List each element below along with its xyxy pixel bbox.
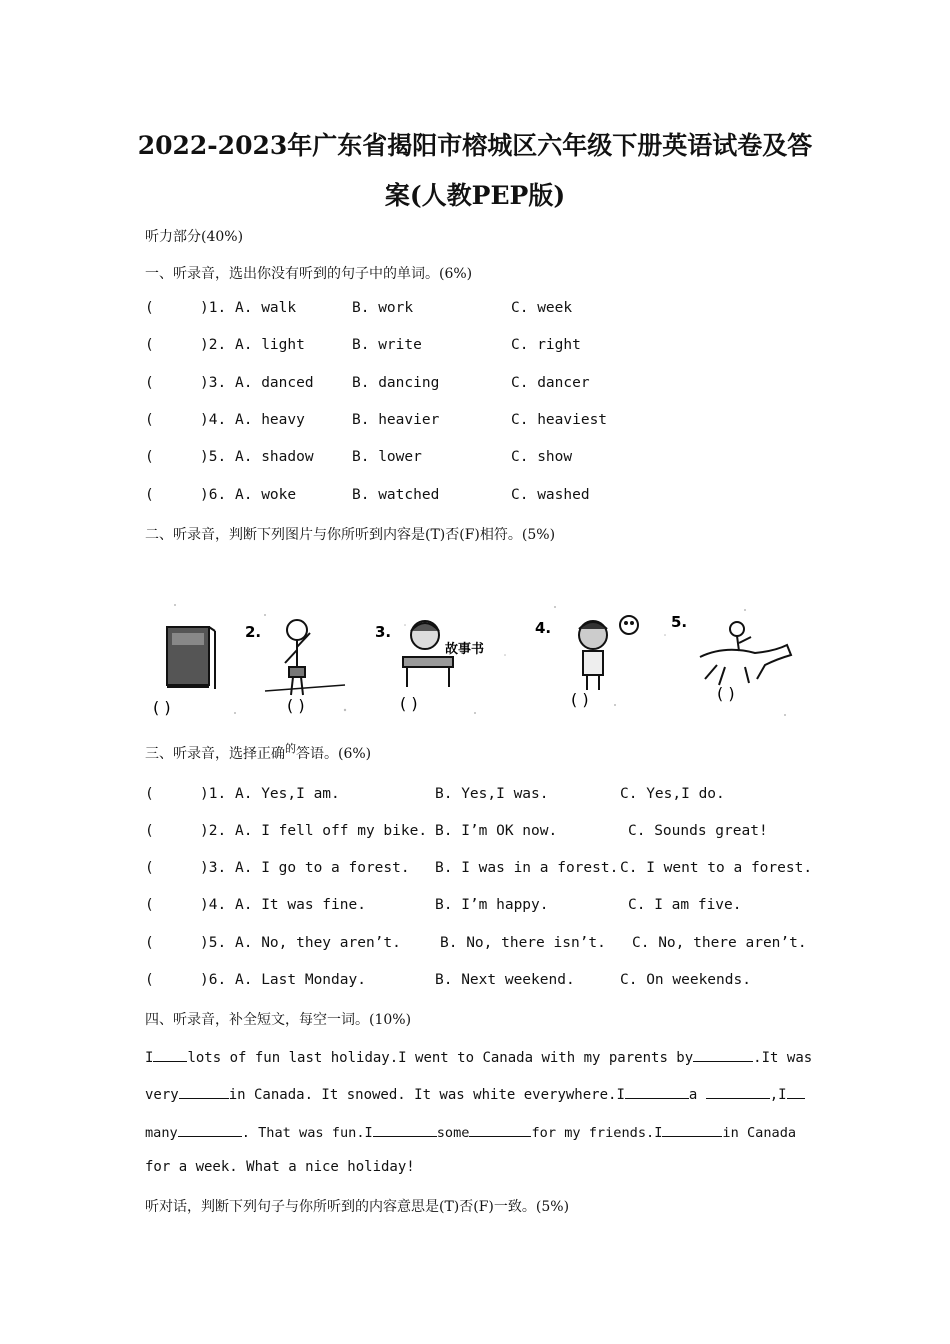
option-c: C. I am five. — [628, 897, 742, 913]
answer-paren[interactable]: ( — [145, 449, 154, 465]
cloze-text: in Canada — [722, 1125, 797, 1141]
cloze-blank-4[interactable] — [625, 1084, 689, 1099]
option-b: B. write — [352, 337, 422, 353]
cloze-blank-5[interactable] — [706, 1084, 770, 1099]
picture-4-paren[interactable]: ( ) — [571, 690, 589, 709]
answer-paren[interactable]: ( — [145, 300, 154, 316]
option-b: B. Yes,I was. — [435, 786, 549, 802]
cloze-text: . That was fun.I — [241, 1125, 373, 1141]
option-c: C. heaviest — [511, 412, 608, 428]
cloze-text: in Canada. It snowed. It was white everywhere.I — [228, 1087, 625, 1103]
picture-number-3: 3. — [375, 623, 392, 641]
option-c: C. show — [511, 449, 573, 465]
cloze-blank-8[interactable] — [373, 1122, 437, 1137]
picture-3-paren[interactable]: ( ) — [400, 694, 418, 713]
option-b: B. heavier — [352, 412, 440, 428]
answer-paren[interactable]: ( — [145, 412, 154, 428]
cloze-blank-7[interactable] — [178, 1122, 242, 1137]
storybook-label: 故事书 — [445, 642, 485, 657]
picture-1-paren[interactable]: ( ) — [153, 698, 171, 717]
boy-moon-picture — [579, 616, 638, 690]
answer-paren[interactable]: ( — [145, 786, 154, 802]
question-number: )5. — [200, 935, 227, 951]
option-c: C. Yes,I do. — [620, 786, 725, 802]
question-number: )3. — [200, 375, 227, 391]
cloze-blank-3[interactable] — [179, 1084, 229, 1099]
option-a: A. walk — [235, 300, 297, 316]
cloze-text: lots of fun last holiday.I went to Canada with my parents by — [187, 1050, 694, 1066]
cloze-blank-6[interactable] — [787, 1084, 805, 1099]
picture-2-paren[interactable]: ( ) — [287, 696, 305, 715]
question-number: )5. — [200, 449, 227, 465]
answer-paren[interactable]: ( — [145, 972, 154, 988]
option-a: A. Yes,I am. — [235, 786, 340, 802]
option-b: B. watched — [352, 487, 440, 503]
listening-header: 听力部分(40%) — [145, 229, 244, 245]
exam-title-line1: 2022-2023年广东省揭阳市榕城区六年级下册英语试卷及答 — [137, 131, 813, 160]
option-c: C. No, there aren’t. — [632, 935, 807, 951]
picture-number-4: 4. — [535, 619, 552, 637]
cloze-text: for my friends.I — [531, 1125, 663, 1141]
option-c: C. Sounds great! — [628, 823, 768, 839]
section3-header-part1: 三、听录音，选择正确 — [145, 746, 285, 762]
cloze-text: .It was — [753, 1050, 813, 1066]
cloze-line-3 — [145, 1122, 809, 1141]
answer-paren[interactable]: ( — [145, 487, 154, 503]
option-c: C. washed — [511, 487, 590, 503]
cloze-text: ,I — [769, 1087, 787, 1103]
option-b: B. No, there isn’t. — [440, 935, 606, 951]
cloze-blank-10[interactable] — [662, 1122, 722, 1137]
section3-header-part2: 答语。(6%) — [296, 746, 372, 762]
option-a: A. woke — [235, 487, 297, 503]
option-c: C. dancer — [511, 375, 590, 391]
option-c: C. week — [511, 300, 573, 316]
option-c: C. I went to a forest. — [620, 860, 813, 876]
section4-header: 四、听录音，补全短文，每空一词。(10%) — [145, 1012, 412, 1028]
answer-paren[interactable]: ( — [145, 860, 154, 876]
option-a: A. No, they aren’t. — [235, 935, 401, 951]
option-b: B. work — [352, 300, 414, 316]
picture-strip — [145, 595, 800, 725]
section3-header — [145, 743, 371, 763]
boy-picture — [265, 620, 345, 695]
question-number: )6. — [200, 487, 227, 503]
question-number: )3. — [200, 860, 227, 876]
cloze-line-2 — [145, 1084, 809, 1103]
answer-paren[interactable]: ( — [145, 375, 154, 391]
cloze-text: I — [145, 1050, 154, 1066]
cloze-blank-2[interactable] — [693, 1047, 753, 1062]
answer-paren[interactable]: ( — [145, 337, 154, 353]
cloze-line-1 — [145, 1047, 813, 1066]
cloze-blank-9[interactable] — [469, 1122, 531, 1137]
option-b: B. I’m OK now. — [435, 823, 558, 839]
question-number: )2. — [200, 337, 227, 353]
answer-paren[interactable]: ( — [145, 935, 154, 951]
horse-rider-picture — [700, 622, 791, 685]
scan-noise — [174, 604, 786, 716]
cloze-text: many — [145, 1125, 178, 1141]
question-number: )6. — [200, 972, 227, 988]
picture-number-2: 2. — [245, 623, 262, 641]
cloze-text: very — [145, 1087, 179, 1103]
cloze-line-4: for a week. What a nice holiday! — [145, 1159, 415, 1175]
answer-paren[interactable]: ( — [145, 823, 154, 839]
question-number: )4. — [200, 897, 227, 913]
option-c: C. right — [511, 337, 581, 353]
answer-paren[interactable]: ( — [145, 897, 154, 913]
option-b: B. I’m happy. — [435, 897, 549, 913]
section5-header: 听对话，判断下列句子与你所听到的内容意思是(T)否(F)一致。(5%) — [145, 1199, 570, 1215]
question-number: )1. — [200, 786, 227, 802]
exam-title-line2: 案(人教PEP版) — [384, 181, 566, 210]
option-b: B. lower — [352, 449, 422, 465]
section2-header: 二、听录音，判断下列图片与你所听到内容是(T)否(F)相符。(5%) — [145, 527, 556, 543]
question-number: )4. — [200, 412, 227, 428]
cloze-blank-1[interactable] — [153, 1047, 187, 1062]
option-a: A. heavy — [235, 412, 305, 428]
option-a: A. danced — [235, 375, 314, 391]
option-c: C. On weekends. — [620, 972, 751, 988]
book-picture — [167, 627, 215, 689]
option-a: A. I fell off my bike. — [235, 823, 428, 839]
option-b: B. Next weekend. — [435, 972, 575, 988]
option-a: A. shadow — [235, 449, 314, 465]
option-a: A. light — [235, 337, 305, 353]
cloze-text: some — [436, 1125, 470, 1141]
section3-header-sup: 的 — [285, 742, 296, 755]
option-b: B. I was in a forest. — [435, 860, 619, 876]
question-number: )2. — [200, 823, 227, 839]
cloze-text: a — [688, 1087, 698, 1103]
option-a: A. I go to a forest. — [235, 860, 410, 876]
section1-header: 一、听录音，选出你没有听到的句子中的单词。(6%) — [145, 266, 473, 282]
option-a: A. Last Monday. — [235, 972, 366, 988]
picture-number-5: 5. — [671, 613, 688, 631]
picture-5-paren[interactable]: ( ) — [717, 684, 735, 703]
question-number: )1. — [200, 300, 227, 316]
option-a: A. It was fine. — [235, 897, 366, 913]
option-b: B. dancing — [352, 375, 440, 391]
